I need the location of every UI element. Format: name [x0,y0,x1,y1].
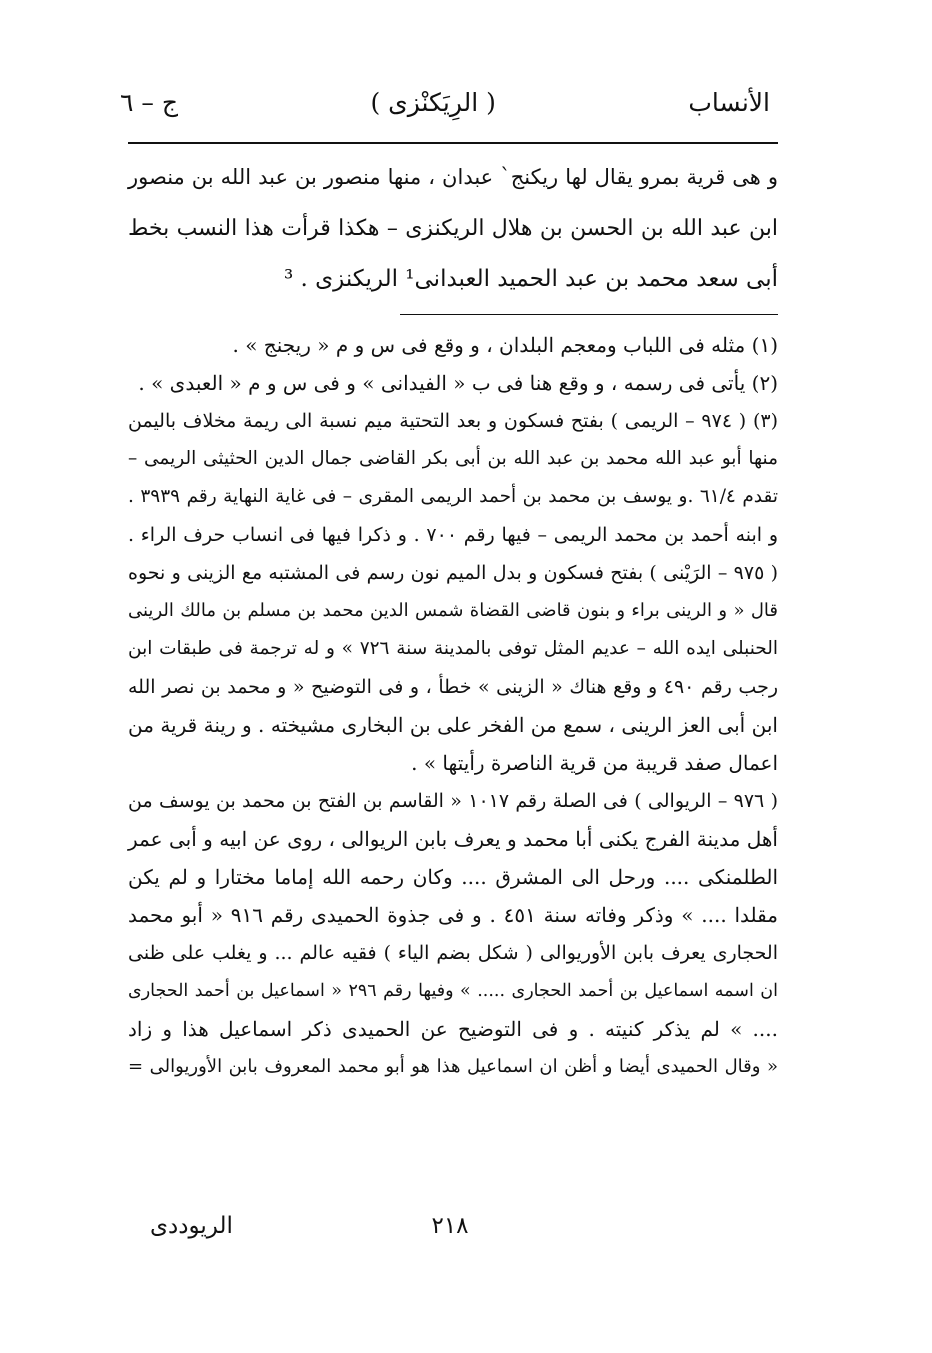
main-text [128,152,778,305]
footnote-line: ( ٩٧٦ – الريوالى ) فى الصلة رقم ١٠١٧ « القاسم بن الفتح بن محمد بن يوسف من [128,790,779,812]
footnote-line: أهل مدينة الفرج يكنى أبا محمد و يعرف بابن الريوالى ، روى عن ابيه و أبى عمر [128,827,778,851]
footnote-line: (١) مثله فى اللباب ومعجم البلدان ، و وقع فى س و م « ريجنج » . [232,333,778,357]
footnote-line: قال « و الرينى براء و بنون قاضى القضاة شمس الدين محمد بن مسلم بن مالك الرينى [128,600,778,621]
catchword: الريوددى [150,1213,233,1239]
footnote-divider [400,314,778,315]
footnotes [128,326,778,1086]
footnote-line: (٢) يأتى فى رسمه ، و وقع هنا فى ب « الفيدانى » و فى س و م « العبدى » . [138,371,778,395]
footnote-line: الطلمنكى .... ورحل الى المشرق .... وكان رحمه الله إماما مختارا و لم يكن [128,865,778,889]
footnote-line: و ابنه أحمد بن محمد الريمى – فيها رقم ٧٠٠ . و ذكرا فيها فى انساب حرف الراء . [128,524,778,546]
page-header [120,82,770,122]
footnote-line: « وقال الحميدى أيضا و أظن ان اسماعيل هذا هو أبو محمد المعروف بابن الأوريوالى = [128,1056,778,1077]
footnote-line: رجب رقم ٤٩٠ و وقع هناك « الزينى » خطأ ، و فى التوضيح « و محمد بن نصر الله [128,676,778,698]
footnote-line: ابن أبى العز الرينى ، سمع من الفخر على بن البخارى مشيخته . و رينة قرية من [128,713,778,737]
footnote-line: الحنبلى ايده الله – عديم المثل توفى بالمدينة سنة ٧٢٦ » و له ترجمة فى طبقات ابن [128,638,778,659]
book-title: الأنساب [688,87,770,117]
volume-number: ج – ٦ [120,87,178,117]
page-number: ٢١٨ [431,1213,469,1239]
header-divider [128,142,778,144]
footnote-line: .... » لم يذكر كنيته . و فى التوضيح عن الحميدى ذكر اسماعيل هذا و زاد [128,1017,778,1041]
text-line: ابن عبد الله بن الحسن بن هلال الريكنزى – هكذا قرأت هذا النسب بخط [128,216,778,241]
footnote-line: مقلدا .... » وذكر وفاته سنة ٤٥١ . و فى جذوة الحميدى رقم ٩١٦ « أبو محمد [128,903,778,927]
text-line: أبى سعد محمد بن عبد الحميد العبدانى¹ الريكنزى . ³ [283,266,778,292]
footnote-line: منها أبو عبد الله محمد بن عبد الله بن أبى بكر القاضى جمال الدين الحثيثى الريمى – [128,448,778,469]
footnote-line: ان اسمه اسماعيل بن أحمد الحجارى ..... » وفيها رقم ٢٩٦ « اسماعيل بن أحمد الحجارى [128,981,778,1001]
text-line: و هى قرية بمرو يقال لها ريكنج` عبدان ، منها منصور بن عبد الله بن منصور [128,165,778,189]
entry-heading: ( الرِيَكنْزى ) [370,87,496,117]
footnote-line: (٣) ( ٩٧٤ – الريمى ) بفتح فسكون و بعد التحتية ميم نسبة الى ريمة مخلاف باليمن [128,410,779,432]
footnote-line: اعمال صفد قريبة من قرية الناصرة رأيتها » . [411,751,778,775]
footnote-line: ( ٩٧٥ – الرَيْنى ) بفتح فسكون و بدل الميم نون رسم فى المشتبه مع الزينى و نحوه [128,562,778,584]
page-footer [150,1213,750,1247]
footnote-line: الحجارى يعرف بابن الأوريوالى ( شكل بضم الياء ) فقيه عالم ... و يغلب على ظنى [128,942,778,964]
footnote-line: تقدم ٦١/٤ .و يوسف بن محمد بن أحمد الريمى المقرى – فى غاية النهاية رقم ٣٩٣٩ . [128,486,779,507]
